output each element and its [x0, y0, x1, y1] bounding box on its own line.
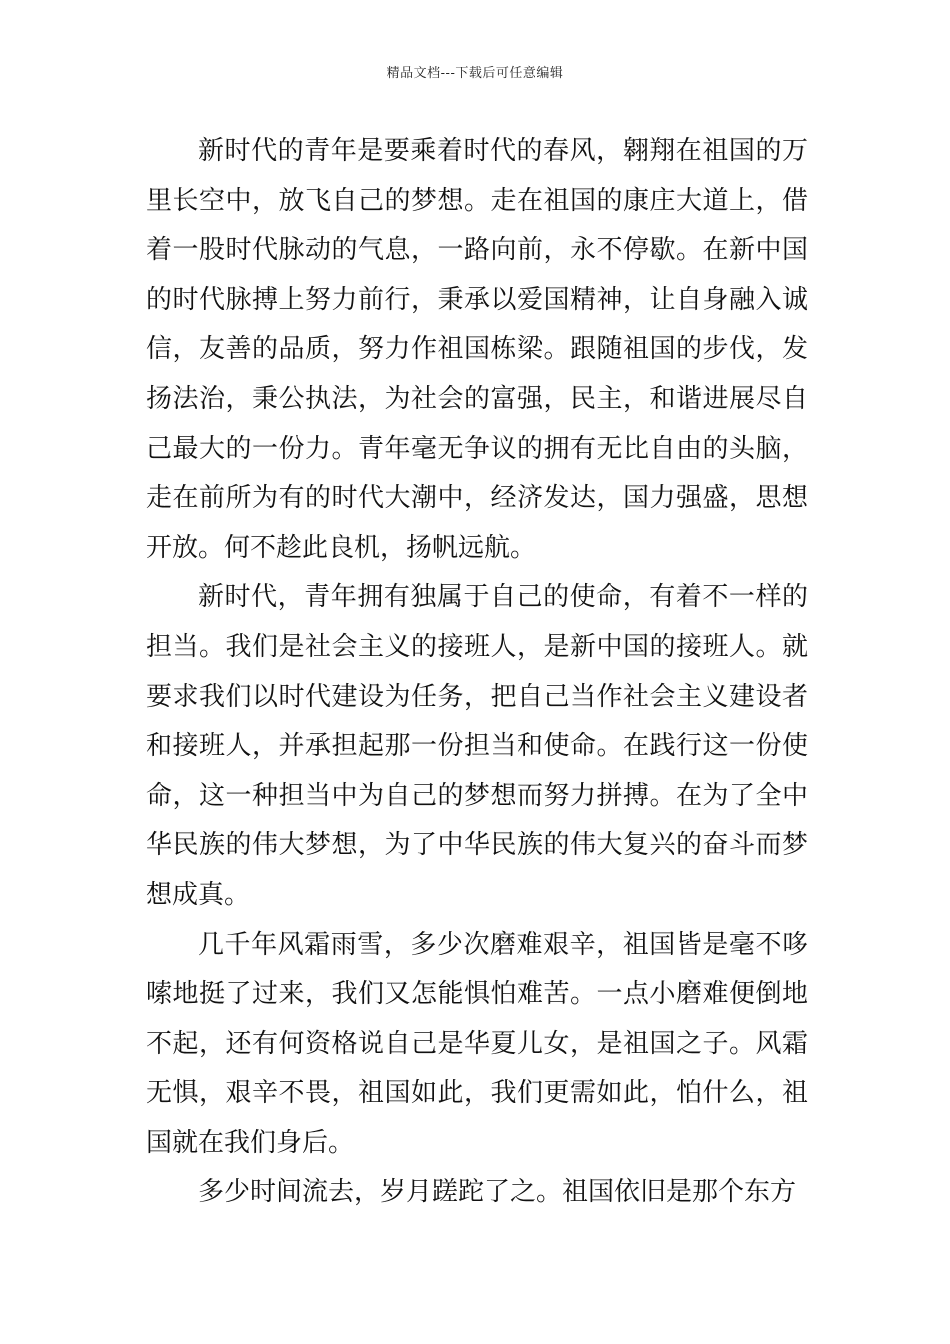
- page-header: 精品文档---下载后可任意编辑: [386, 66, 564, 81]
- paragraph-1: 新时代的青年是要乘着时代的春风，翱翔在祖国的万里长空中，放飞自己的梦想。走在祖国的康庄大道上，借着一股时代脉动的气息，一路向前，永不停歇。在新中国的时代脉搏上努力前行，秉承以爱国精神，让自身融入诚信，友善的品质，努力作祖国栋梁。跟随祖国的步伐，发扬法治，秉公执法，为社会的富强，民主，和谐进展尽自己最大的一份力。青年毫无争议的拥有无比自由的头脑，走在前所为有的时代大潮中，经济发达，国力强盛，思想开放。何不趁此良机，扬帆远航。: [146, 136, 808, 563]
- paragraph-3: 几千年风霜雨雪，多少次磨难艰辛，祖国皆是毫不哆嗦地挺了过来，我们又怎能惧怕难苦。一点小磨难便倒地不起，还有何资格说自己是华夏儿女，是祖国之子。风霜无惧，艰辛不畏，祖国如此，我们更需如此，怕什么，祖国就在我们身后。: [146, 929, 808, 1158]
- document-body: [146, 127, 808, 1218]
- paragraph-2: 新时代，青年拥有独属于自己的使命，有着不一样的担当。我们是社会主义的接班人，是新中国的接班人。就要求我们以时代建设为任务，把自己当作社会主义建设者和接班人，并承担起那一份担当和使命。在践行这一份使命，这一种担当中为自己的梦想而努力拼搏。在为了全中华民族的伟大梦想，为了中华民族的伟大复兴的奋斗而梦想成真。: [146, 582, 808, 910]
- paragraph-4: 多少时间流去，岁月蹉跎了之。祖国依旧是那个东方: [198, 1177, 797, 1208]
